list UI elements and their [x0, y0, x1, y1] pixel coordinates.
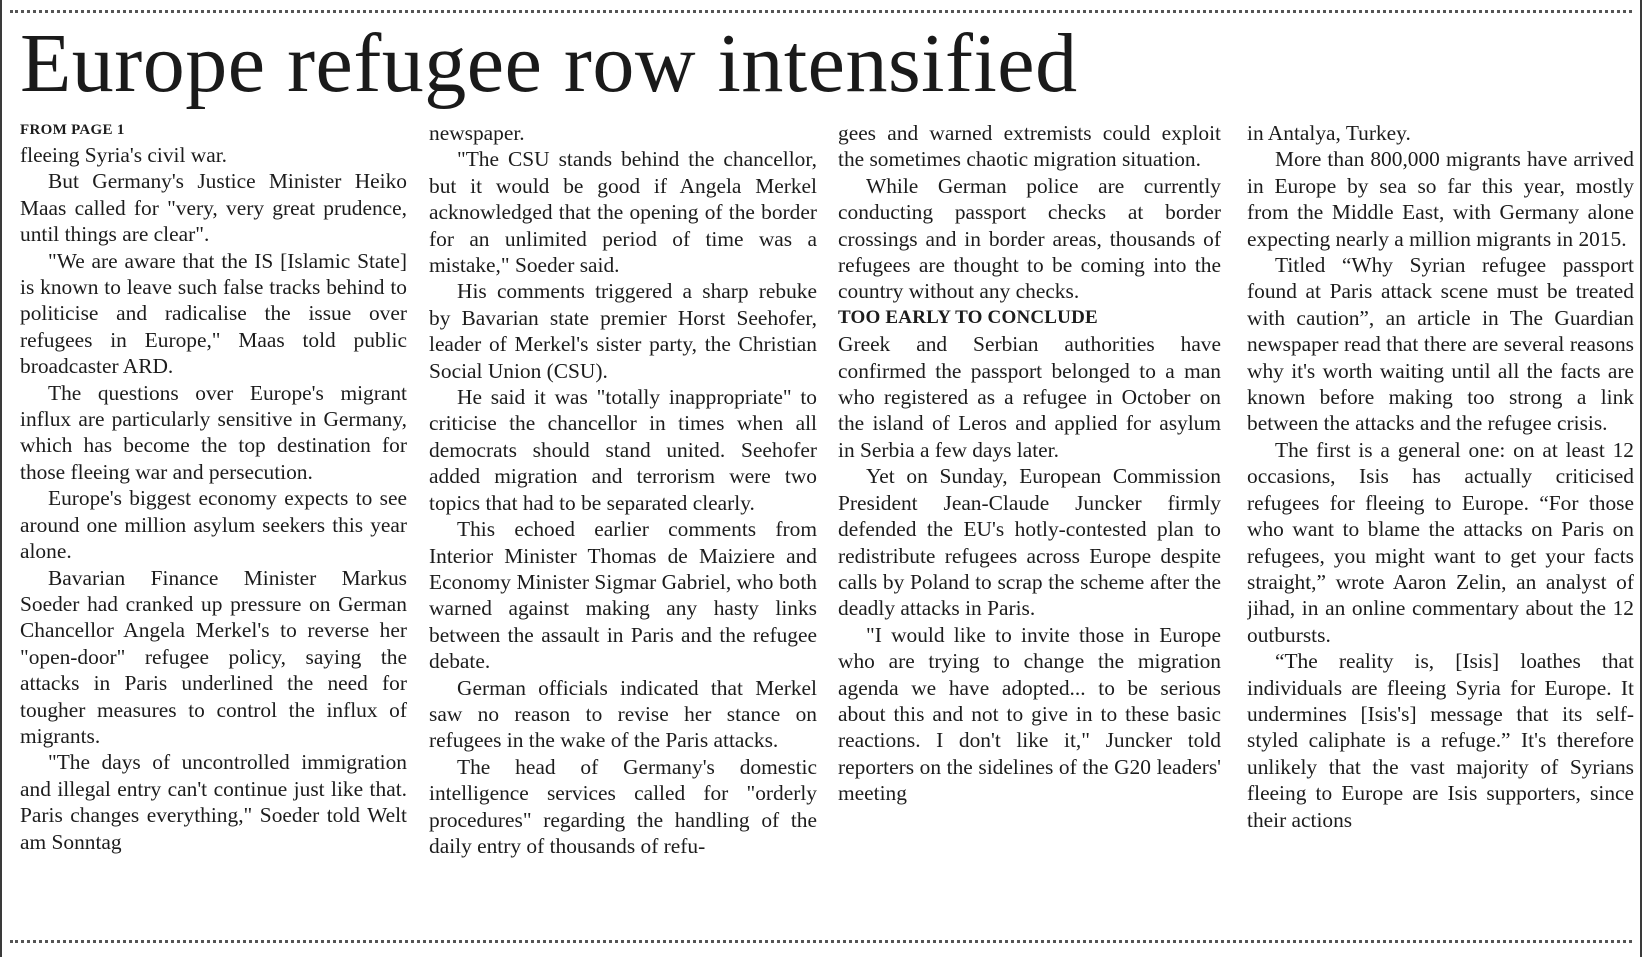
paragraph: “The reality is, [Isis] loathes that individuals are fleeing Syria for Europe. It undermines [Isis's] message that its self-styled caliphate is a refuge.” It's therefore unlikely that the vast majority of Syrians fleeing to Europe are Isis supporters, since their actions: [1247, 649, 1634, 832]
paragraph: fleeing Syria's civil war.: [20, 143, 228, 167]
paragraph: "I would like to invite those in Europe who are trying to change the migration agenda we have adopted... to be serious about this and not to give in to these basic reactions. I don't like it," Juncker told reporters on the sidelines of the G20 leaders' meeting: [838, 622, 1221, 806]
paragraph: Europe's biggest economy expects to see around one million asylum seekers this year alone.: [20, 486, 407, 564]
article-column-1: [20, 120, 407, 920]
paragraph: But Germany's Justice Minister Heiko Maas called for "very, very great prudence, until things are clear".: [20, 169, 407, 247]
subheading: TOO EARLY TO CONCLUDE: [838, 306, 1098, 328]
paragraph: "The days of uncontrolled immigration and illegal entry can't continue just like that. Paris changes everything," Soeder told Welt am Sonntag: [20, 750, 407, 854]
article-column-3: [838, 120, 1221, 920]
paragraph: This echoed earlier comments from Interior Minister Thomas de Maiziere and Economy Minister Sigmar Gabriel, who both warned against making any hasty links between the assault in Paris and the refugee debate.: [429, 517, 817, 674]
paragraph: German officials indicated that Merkel saw no reason to revise her stance on refugees in the wake of the Paris attacks.: [429, 675, 817, 753]
paragraph: He said it was "totally inappropriate" to criticise the chancellor in times when all democrats should stand united. Seehofer added migration and terrorism were two topics that had to be separated clearly.: [429, 385, 817, 515]
paragraph: "The CSU stands behind the chancellor, but it would be good if Angela Merkel acknowledged that the opening of the border for an unlimited period of time was a mistake," Soeder said.: [429, 147, 817, 278]
top-dotted-rule: [10, 10, 1632, 13]
paragraph: "We are aware that the IS [Islamic State] is known to leave such false tracks behind to politicise and radicalise the issue over refugees in Europe," Maas told public broadcaster ARD.: [20, 248, 407, 379]
headline: Europe refugee row intensified: [20, 17, 1078, 110]
paragraph: His comments triggered a sharp rebuke by Bavarian state premier Horst Seehofer, leader of Merkel's sister party, the Christian Social Union (CSU).: [429, 279, 817, 383]
paragraph: The head of Germany's domestic intelligence services called for "orderly procedures" regarding the handling of the daily entry of thousands of refu-: [429, 754, 817, 858]
paragraph: More than 800,000 migrants have arrived in Europe by sea so far this year, mostly from the Middle East, with Germany alone expecting nearly a million migrants in 2015.: [1247, 147, 1634, 251]
paragraph: Titled “Why Syrian refugee passport found at Paris attack scene must be treated with caution”, an article in The Guardian newspaper read that there are several reasons why it's worth waiting until all the facts are known before making too strong a link between the attacks and the refugee crisis.: [1247, 253, 1634, 436]
bottom-dotted-rule: [10, 940, 1632, 943]
paragraph: While German police are currently conducting passport checks at border crossings and in border areas, thousands of refugees are thought to be coming into the country without any checks.: [838, 173, 1221, 304]
paragraph: Greek and Serbian authorities have confirmed the passport belonged to a man who registered as a refugee in October on the island of Leros and applied for asylum in Serbia a few days later.: [838, 332, 1221, 462]
kicker-from-page-1: FROM PAGE 1: [20, 122, 125, 138]
paragraph: The first is a general one: on at least 12 occasions, Isis has actually criticised refugees for fleeing to Europe. “For those who want to blame the attacks on Paris on refugees, you might want to get your facts straight,” wrote Aaron Zelin, an analyst of jihad, in an online commentary about the 12 outbursts.: [1247, 437, 1634, 647]
paragraph: The questions over Europe's migrant influx are particularly sensitive in Germany, which has become the top destination for those fleeing war and persecution.: [20, 380, 407, 484]
paragraph: Yet on Sunday, European Commission President Jean-Claude Juncker firmly defended the EU's hotly-contested plan to redistribute refugees across Europe despite calls by Poland to scrap the scheme after the deadly attacks in Paris.: [838, 464, 1221, 621]
paragraph: gees and warned extremists could exploit the sometimes chaotic migration situation.: [838, 121, 1221, 172]
paragraph: Bavarian Finance Minister Markus Soeder had cranked up pressure on German Chancellor Angela Merkel's to reverse her "open-door" refugee policy, saying the attacks in Paris underlined the need for tougher measures to control the influx of migrants.: [20, 565, 407, 748]
paragraph: newspaper.: [429, 121, 525, 145]
article-column-2: [429, 120, 817, 920]
article-column-4: [1247, 120, 1634, 920]
paragraph: in Antalya, Turkey.: [1247, 121, 1411, 145]
